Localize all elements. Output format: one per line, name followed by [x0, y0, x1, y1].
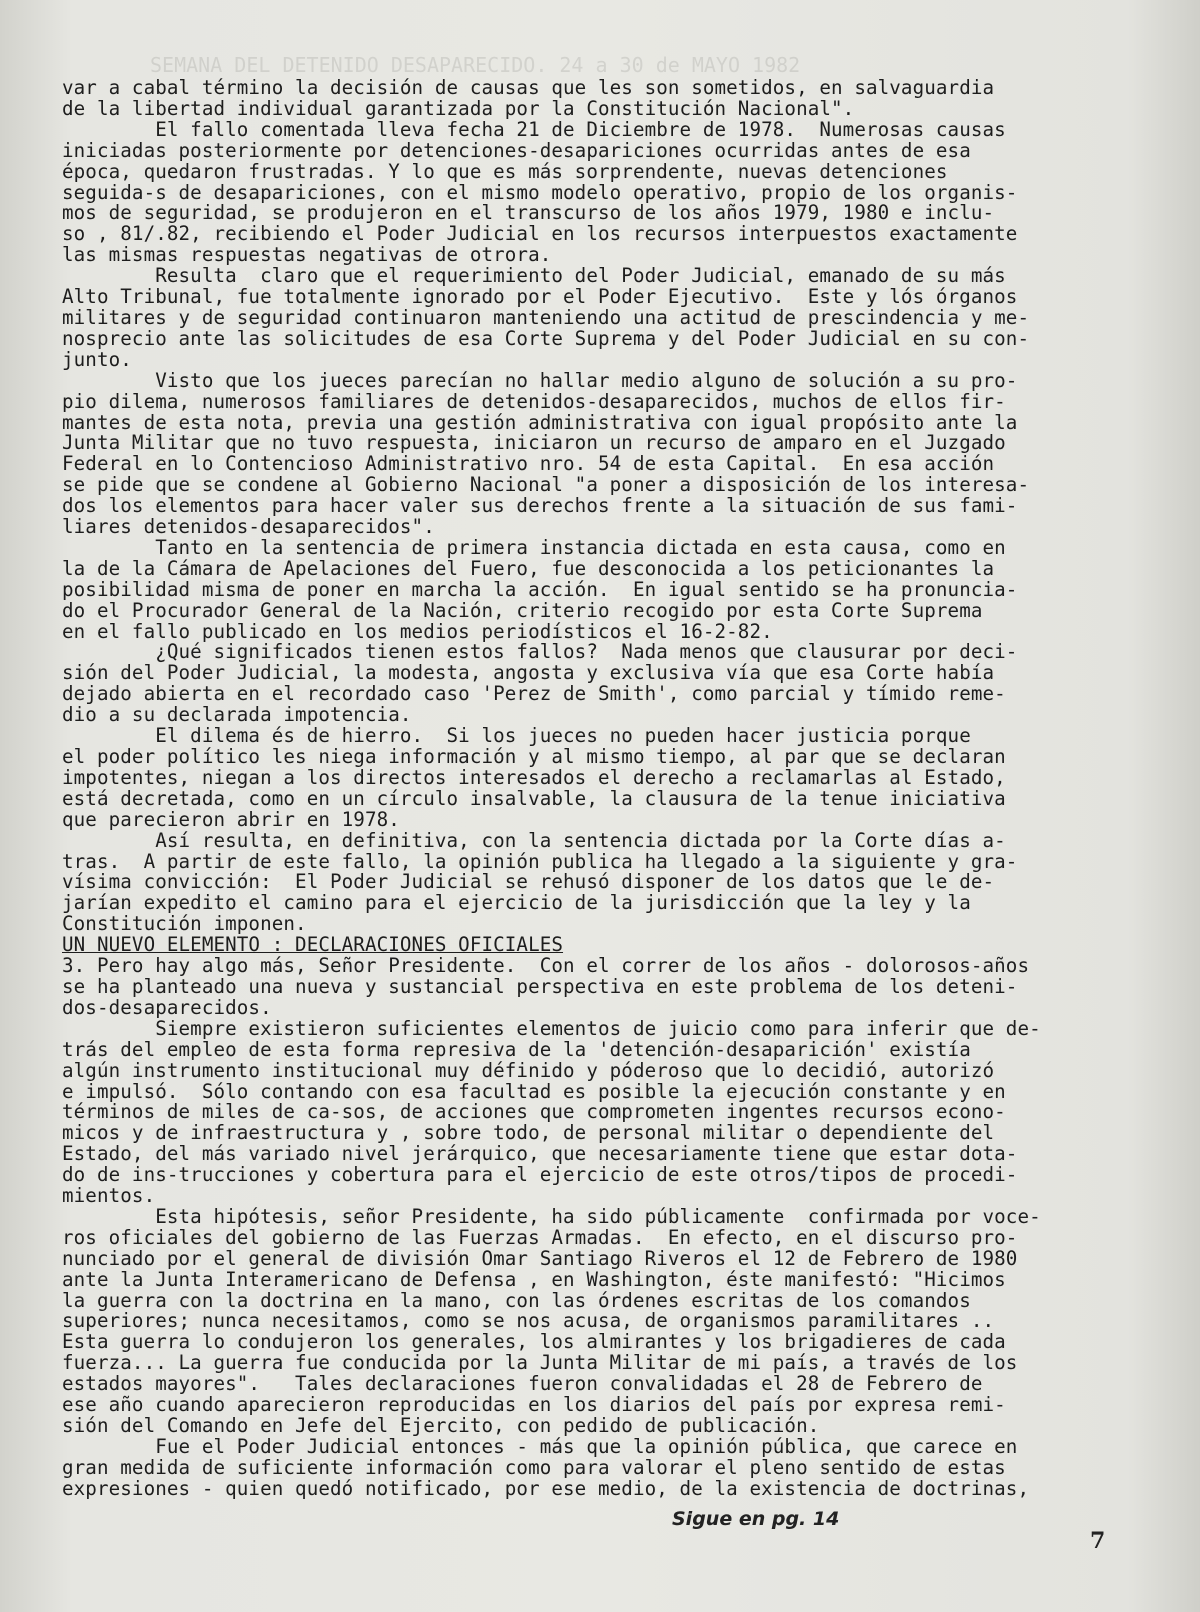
text-line: el poder político les niega información y al mismo tiempo, al par que se declaran: [62, 745, 1006, 768]
text-line: El dilema és de hierro. Si los jueces no pueden hacer justicia porque: [62, 724, 971, 748]
text-line: trás del empleo de esta forma represiva de la 'detención-desaparición' existía: [62, 1037, 971, 1061]
text-line: impotentes, niegan a los directos interesados el derecho a reclamarlas al Estado,: [62, 765, 1006, 789]
text-line: Resulta claro que el requerimiento del Poder Judicial, emanado de su más: [62, 264, 1006, 288]
text-line: Visto que los jueces parecían no hallar medio alguno de solución a su pro-: [62, 368, 1018, 392]
text-line: Esta hipótesis, señor Presidente, ha sido públicamente confirmada por voce-: [62, 1204, 1041, 1228]
text-line: época, quedaron frustradas. Y lo que es más sorprendente, nuevas detenciones: [62, 159, 948, 183]
text-line: Alto Tribunal, fue totalmente ignorado por el Poder Ejecutivo. Este y lós órganos: [62, 285, 1018, 309]
text-line: e impulsó. Sólo contando con esa facultad es posible la ejecución constante y en: [62, 1079, 1006, 1103]
text-line: mantes de esta nota, previa una gestión administrativa con igual propósito ante la: [62, 410, 1018, 434]
text-line: de la libertad individual garantizada por la Constitución Nacional".: [62, 96, 855, 120]
text-line: ante la Junta Interamericano de Defensa , en Washington, éste manifestó: "Hicimos: [62, 1267, 1006, 1291]
text-line: Estado, del más variado nivel jerárquico, que necesariamente tiene que estar dota-: [62, 1142, 1018, 1166]
text-line: mientos.: [62, 1184, 156, 1208]
text-line: que parecieron abrir en 1978.: [62, 807, 400, 831]
text-line: sión del Poder Judicial, la modesta, angosta y exclusiva vía que esa Corte había: [62, 661, 995, 685]
text-line: ros oficiales del gobierno de las Fuerzas Armadas. En efecto, en el discurso pro-: [62, 1225, 1018, 1249]
text-line: se pide que se condene al Gobierno Nacional "a poner a disposición de los interesa-: [62, 473, 1030, 497]
text-line: dos los elementos para hacer valer sus derechos frente a la situación de sus fami-: [62, 494, 1018, 518]
text-line: Junta Militar que no tuvo respuesta, iniciaron un recurso de amparo en el Juzgado: [62, 431, 1006, 455]
text-line: ¿Qué significados tienen estos fallos? Nada menos que clausurar por deci-: [62, 640, 1018, 664]
text-line: Federal en lo Contencioso Administrativo nro. 54 de esta Capital. En esa acción: [62, 452, 995, 476]
text-line: militares y de seguridad continuaron manteniendo una actitud de prescindencia y me-: [62, 305, 1030, 329]
text-line: superiores; nunca necesitamos, como se nos acusa, de organismos paramilitares ..: [62, 1309, 995, 1333]
text-line: vísima convicción: El Poder Judicial se rehusó disponer de los datos que le de-: [62, 870, 995, 894]
text-line: la de la Cámara de Apelaciones del Fuero, fue desconocida a los peticionantes la: [62, 556, 995, 580]
text-line: fuerza... La guerra fue conducida por la Junta Militar de mi país, a través de los: [62, 1351, 1018, 1375]
text-line: seguida-s de desapariciones, con el mismo modelo operativo, propio de los organis-: [62, 180, 1018, 204]
text-line: pio dilema, numerosos familiares de detenidos-desaparecidos, muchos de ellos fir-: [62, 389, 1006, 413]
text-line: Fue el Poder Judicial entonces - más que la opinión pública, que carece en: [62, 1434, 1018, 1458]
text-line: Constitución imponen.: [62, 912, 307, 936]
bleed-line: SEMANA DEL DETENIDO DESAPARECIDO. 24 a 30 de MAYO 1982: [150, 53, 801, 77]
text-line: jarían expedito el camino para el ejercicio de la jurisdicción que la ley y la: [62, 891, 971, 915]
text-line: Siempre existieron suficientes elementos de juicio como para inferir que de-: [62, 1016, 1041, 1040]
text-line: está decretada, como en un círculo insalvable, la clausura de la tenue iniciativa: [62, 786, 1006, 810]
text-line: nosprecio ante las solicitudes de esa Corte Suprema y del Poder Judicial en su con-: [62, 326, 1030, 350]
text-line: tras. A partir de este fallo, la opinión publica ha llegado a la siguiente y gra-: [62, 849, 1018, 873]
page-number: 7: [1090, 1528, 1106, 1554]
handwritten-continuation-note: Sigue en pg. 14: [672, 1508, 840, 1530]
text-line: se ha planteado una nueva y sustancial perspectiva en este problema de los deteni-: [62, 974, 1018, 998]
text-line: expresiones - quien quedó notificado, por ese medio, de la existencia de doctrinas,: [62, 1476, 1030, 1500]
text-line: dos-desaparecidos.: [62, 995, 272, 1019]
text-line: nunciado por el general de división Omar Santiago Riveros el 12 de Febrero de 1980: [62, 1246, 1018, 1270]
body-text: [62, 78, 1122, 1500]
text-line: 3. Pero hay algo más, Señor Presidente. Con el correr de los años - dolorosos-años: [62, 954, 1030, 978]
text-line: Tanto en la sentencia de primera instancia dictada en esta causa, como en: [62, 535, 1006, 559]
text-line: dio a su declarada impotencia.: [62, 703, 412, 727]
text-line: junto.: [62, 347, 132, 371]
text-line: mos de seguridad, se produjeron en el transcurso de los años 1979, 1980 e inclu-: [62, 201, 995, 225]
text-line: la guerra con la doctrina en la mano, con las órdenes escritas de los comandos: [62, 1288, 971, 1312]
text-line: dejado abierta en el recordado caso 'Perez de Smith', como parcial y tímido reme-: [62, 682, 1006, 706]
text-line: so , 81/.82, recibiendo el Poder Judicial en los recursos interpuestos exactamente: [62, 222, 1018, 246]
text-line: términos de miles de ca-sos, de acciones que comprometen ingentes recursos econo-: [62, 1100, 1006, 1124]
section-heading: UN NUEVO ELEMENTO : DECLARACIONES OFICIALES: [62, 933, 564, 957]
text-line: do el Procurador General de la Nación, criterio recogido por esta Corte Suprema: [62, 598, 983, 622]
text-line: posibilidad misma de poner en marcha la acción. En igual sentido se ha pronuncia-: [62, 577, 1018, 601]
text-line: micos y de infraestructura y , sobre todo, de personal militar o dependiente del: [62, 1121, 995, 1145]
text-line: las mismas respuestas negativas de otrora.: [62, 243, 552, 267]
text-line: do de ins-trucciones y cobertura para el ejercicio de este otros/tipos de procedi-: [62, 1163, 1018, 1187]
text-line: en el fallo publicado en los medios periodísticos el 16-2-82.: [62, 619, 773, 643]
text-line: Así resulta, en definitiva, con la sentencia dictada por la Corte días a-: [62, 828, 1006, 852]
text-line: El fallo comentada lleva fecha 21 de Diciembre de 1978. Numerosas causas: [62, 117, 1006, 141]
text-line: Esta guerra lo condujeron los generales, los almirantes y los brigadieres de cada: [62, 1330, 1006, 1354]
text-line: iniciadas posteriormente por detenciones-desapariciones ocurridas antes de esa: [62, 138, 971, 162]
text-line: gran medida de suficiente información como para valorar el pleno sentido de estas: [62, 1455, 1006, 1479]
text-line: sión del Comando en Jefe del Ejercito, con pedido de publicación.: [62, 1414, 820, 1437]
text-line: algún instrumento institucional muy définido y póderoso que lo decidió, autorizó: [62, 1058, 995, 1082]
text-line: liares detenidos-desaparecidos".: [62, 515, 435, 539]
text-line: estados mayores". Tales declaraciones fueron convalidadas el 28 de Febrero de: [62, 1372, 983, 1396]
text-line: var a cabal término la decisión de causas que les son sometidos, en salvaguardia: [62, 76, 995, 99]
text-line: ese año cuando aparecieron reproducidas en los diarios del país por expresa remi-: [62, 1393, 1006, 1417]
